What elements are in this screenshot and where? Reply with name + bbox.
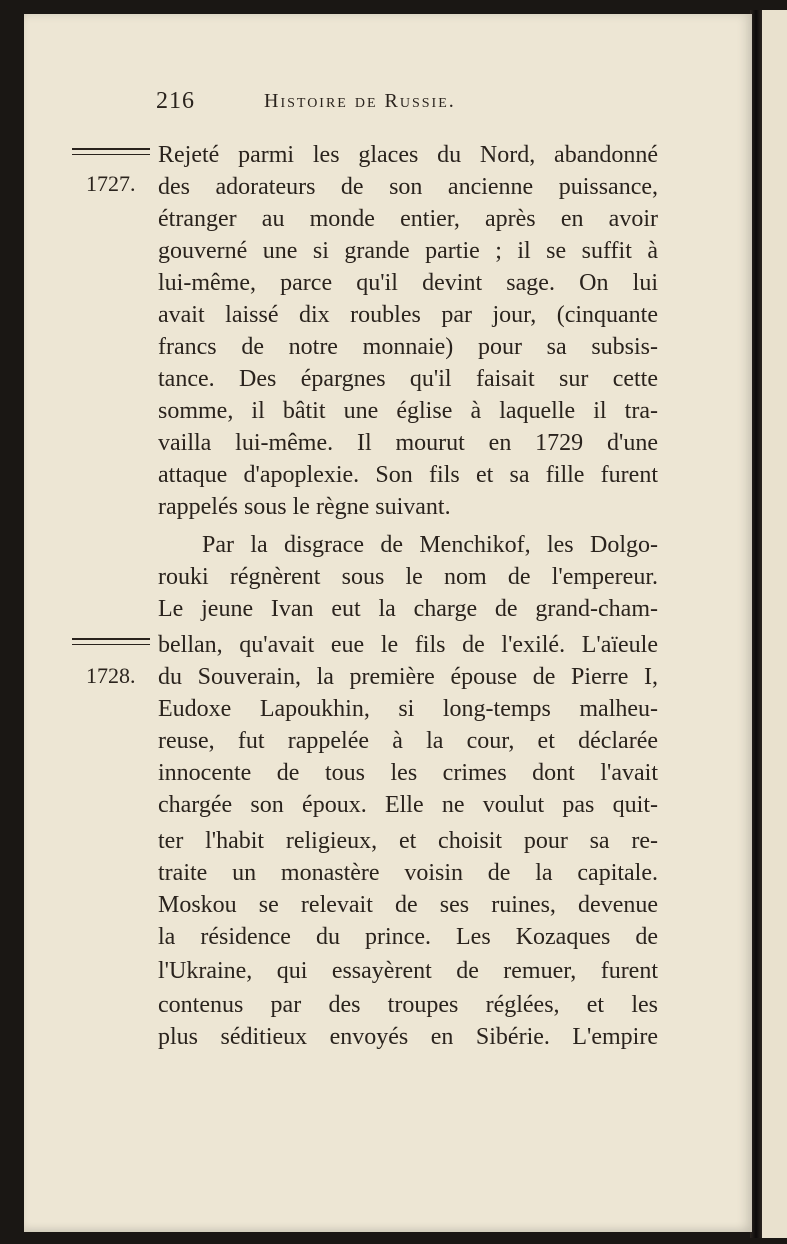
margin-year-note: 1727. bbox=[86, 171, 136, 196]
text-line: des adorateurs de son ancienne puissance, bbox=[158, 174, 658, 200]
running-title: Histoire de Russie. bbox=[264, 90, 456, 112]
text-line: traite un monastère voisin de la capitale. bbox=[158, 860, 658, 886]
text-line: somme, il bâtit une église à laquelle il tra- bbox=[158, 398, 658, 424]
text-line: chargée son époux. Elle ne voulut pas quit- bbox=[158, 792, 658, 818]
facing-page-edge bbox=[760, 10, 787, 1238]
text-line: attaque d'apoplexie. Son fils et sa fille furent bbox=[158, 462, 658, 488]
text-line: gouverné une si grande partie ; il se suffit à bbox=[158, 238, 658, 264]
text-line: Moskou se relevait de ses ruines, devenue bbox=[158, 892, 658, 918]
text-line: Le jeune Ivan eut la charge de grand-cham- bbox=[158, 596, 658, 622]
text-line: reuse, fut rappelée à la cour, et déclarée bbox=[158, 728, 658, 754]
text-line: l'Ukraine, qui essayèrent de remuer, furent bbox=[158, 958, 658, 984]
text-line: avait laissé dix roubles par jour, (cinquante bbox=[158, 302, 658, 328]
text-line: innocente de tous les crimes dont l'avait bbox=[158, 760, 658, 786]
margin-rule bbox=[72, 638, 150, 645]
text-line: rouki régnèrent sous le nom de l'empereur. bbox=[158, 564, 658, 590]
text-line: du Souverain, la première épouse de Pierre I, bbox=[158, 664, 658, 690]
text-line: étranger au monde entier, après en avoir bbox=[158, 206, 658, 232]
margin-rule bbox=[72, 148, 150, 155]
text-line: plus séditieux envoyés en Sibérie. L'empire bbox=[158, 1024, 658, 1050]
text-line: francs de notre monnaie) pour sa subsis- bbox=[158, 334, 658, 360]
text-line: la résidence du prince. Les Kozaques de bbox=[158, 924, 658, 950]
text-line: contenus par des troupes réglées, et les bbox=[158, 992, 658, 1018]
margin-year-note: 1728. bbox=[86, 663, 136, 688]
text-line: Eudoxe Lapoukhin, si long-temps malheu- bbox=[158, 696, 658, 722]
running-head bbox=[156, 88, 546, 120]
text-line: lui-même, parce qu'il devint sage. On lui bbox=[158, 270, 658, 296]
text-line: rappelés sous le règne suivant. bbox=[158, 494, 451, 520]
text-line: bellan, qu'avait eue le fils de l'exilé. L'aïeule bbox=[158, 632, 658, 658]
text-line: tance. Des épargnes qu'il faisait sur cette bbox=[158, 366, 658, 392]
text-line: vailla lui-même. Il mourut en 1729 d'une bbox=[158, 430, 658, 456]
text-line: Par la disgrace de Menchikof, les Dolgo- bbox=[202, 532, 658, 558]
text-line: ter l'habit religieux, et choisit pour sa re- bbox=[158, 828, 658, 854]
text-line: Rejeté parmi les glaces du Nord, abandonné bbox=[158, 142, 658, 168]
page-number: 216 bbox=[156, 88, 195, 114]
